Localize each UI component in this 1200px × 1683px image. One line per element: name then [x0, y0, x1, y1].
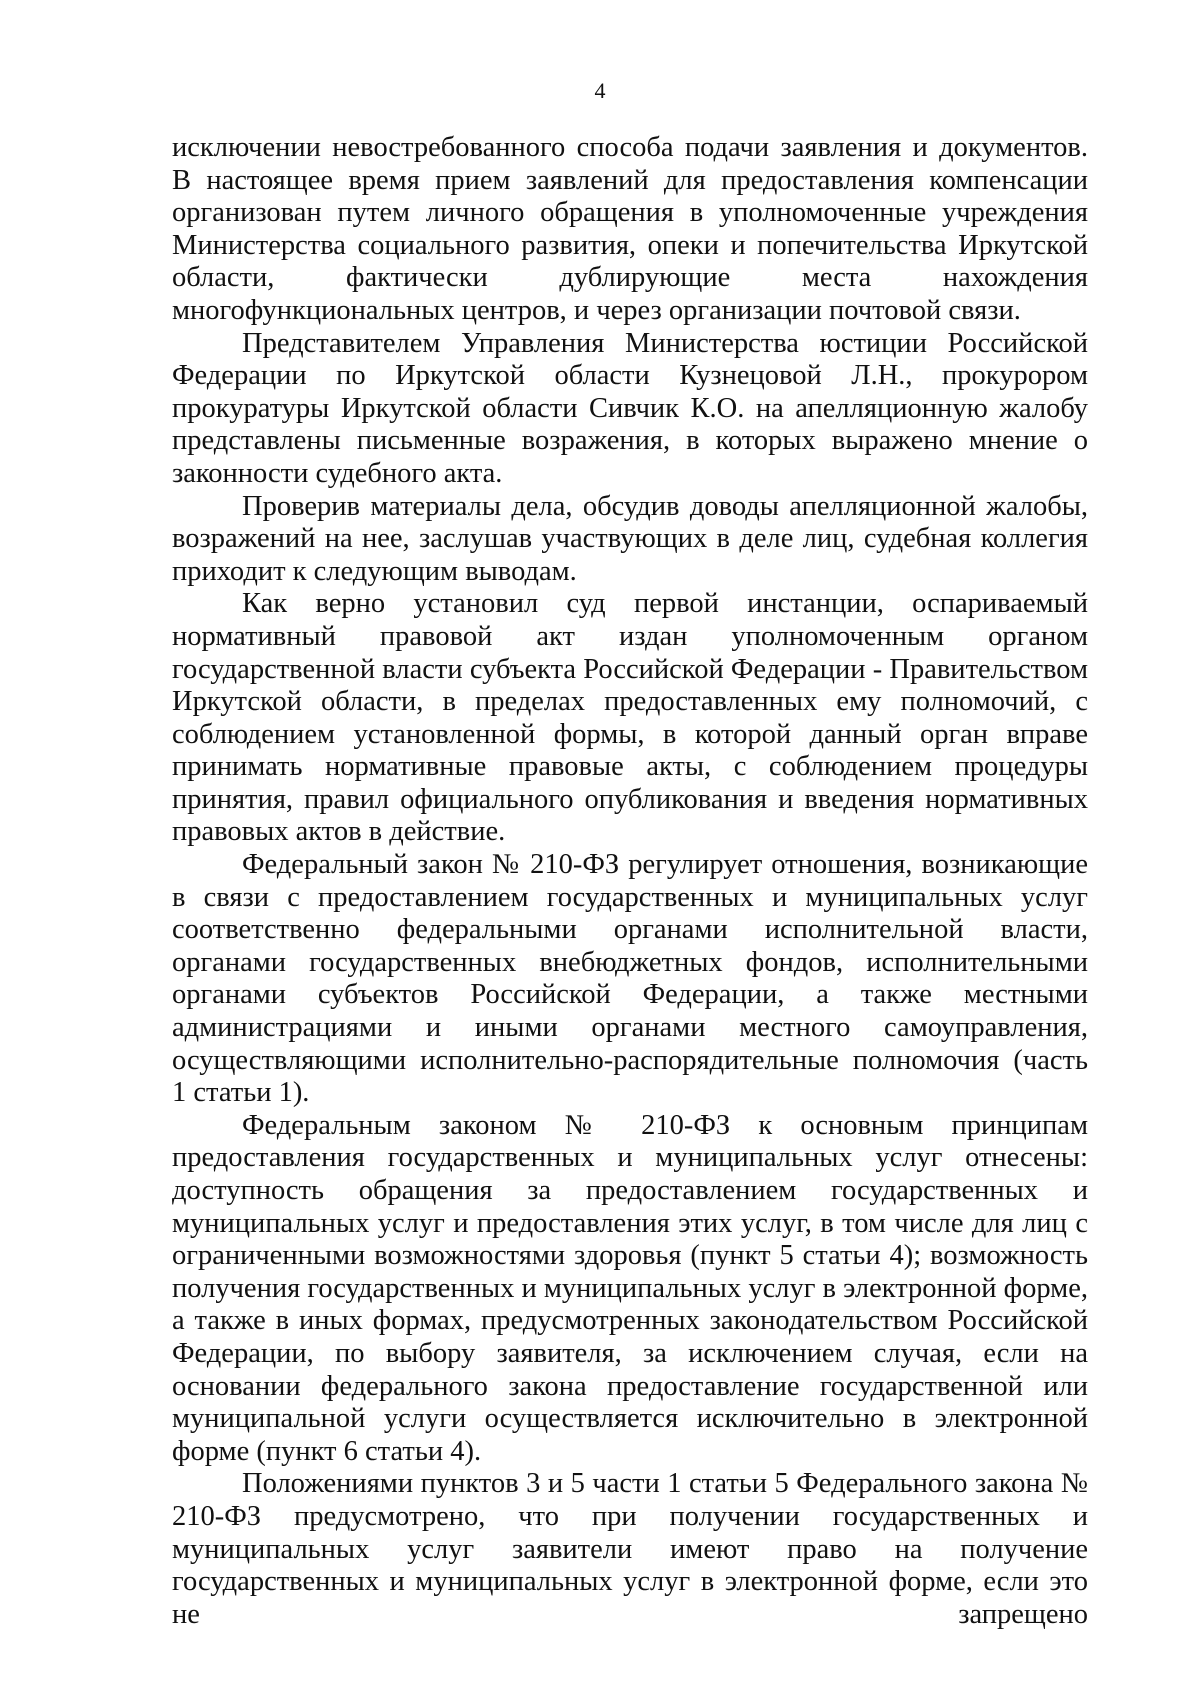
paragraph-objections: Представителем Управления Министерства юстиции Российской Федерации по Иркутской области Кузнецовой Л.Н., прокурором прокуратуры Иркутской области Сивчик К.О. на апелляционную жалобу представлены письменные возражения, в которых выражено мнение о законности судебного акта.	[172, 327, 1088, 489]
paragraph-federal-law-scope: Федеральный закон № 210-ФЗ регулирует отношения, возникающие в связи с предоставлением государственных и муниципальных услуг соответственно федеральными органами исполнительной власти, органами государственных внебюджетных фондов, исполнительными органами субъектов Российской Федерации, а также местными администрациями и иными органами местного самоуправления, осуществляющими исполнительно-распорядительные полномочия (часть 1 статьи 1).	[172, 849, 1088, 1109]
page-number: 4	[594, 78, 606, 103]
paragraph-court-finding: Как верно установил суд первой инстанции, оспариваемый нормативный правовой акт издан уполномоченным органом государственной власти субъекта Российской Федерации - Правительством Иркутской области, в пределах предоставленных ему полномочий, с соблюдением установленной формы, в которой данный орган вправе принимать нормативные правовые акты, с соблюдением процедуры принятия, правил официального опубликования и введения нормативных правовых актов в действие.	[172, 588, 1088, 848]
document-body	[172, 132, 1088, 1631]
paragraph-review: Проверив материалы дела, обсудив доводы апелляционной жалобы, возражений на нее, заслушав участвующих в деле лиц, судебная коллегия приходит к следующим выводам.	[172, 490, 1088, 587]
paragraph-federal-law-principles: Федеральным законом № 210-ФЗ к основным принципам предоставления государственных и муниципальных услуг отнесены: доступность обращения за предоставлением государственных и муниципальных услуг и предоставления этих услуг, в том числе для лиц с ограниченными возможностями здоровья (пункт 5 статьи 4); возможность получения государственных и муниципальных услуг в электронной форме, а также в иных формах, предусмотренных законодательством Российской Федерации, по выбору заявителя, за исключением случая, если на основании федерального закона предоставление государственной или муниципальной услуги осуществляется исключительно в электронной форме (пункт 6 статьи 4).	[172, 1109, 1088, 1467]
paragraph-applicant-rights: Положениями пунктов 3 и 5 части 1 статьи 5 Федерального закона № 210-ФЗ предусмотрено, что при получении государственных и муниципальных услуг заявители имеют право на получение государственных и муниципальных услуг в электронной форме, если это не запрещено	[172, 1468, 1088, 1630]
paragraph-continuation: исключении невостребованного способа подачи заявления и документов. В настоящее время прием заявлений для предоставления компенсации организован путем личного обращения в уполномоченные учреждения Министерства социального развития, опеки и попечительства Иркутской области, фактически дублирующие места нахождения многофункциональных центров, и через организации почтовой связи.	[172, 132, 1088, 326]
